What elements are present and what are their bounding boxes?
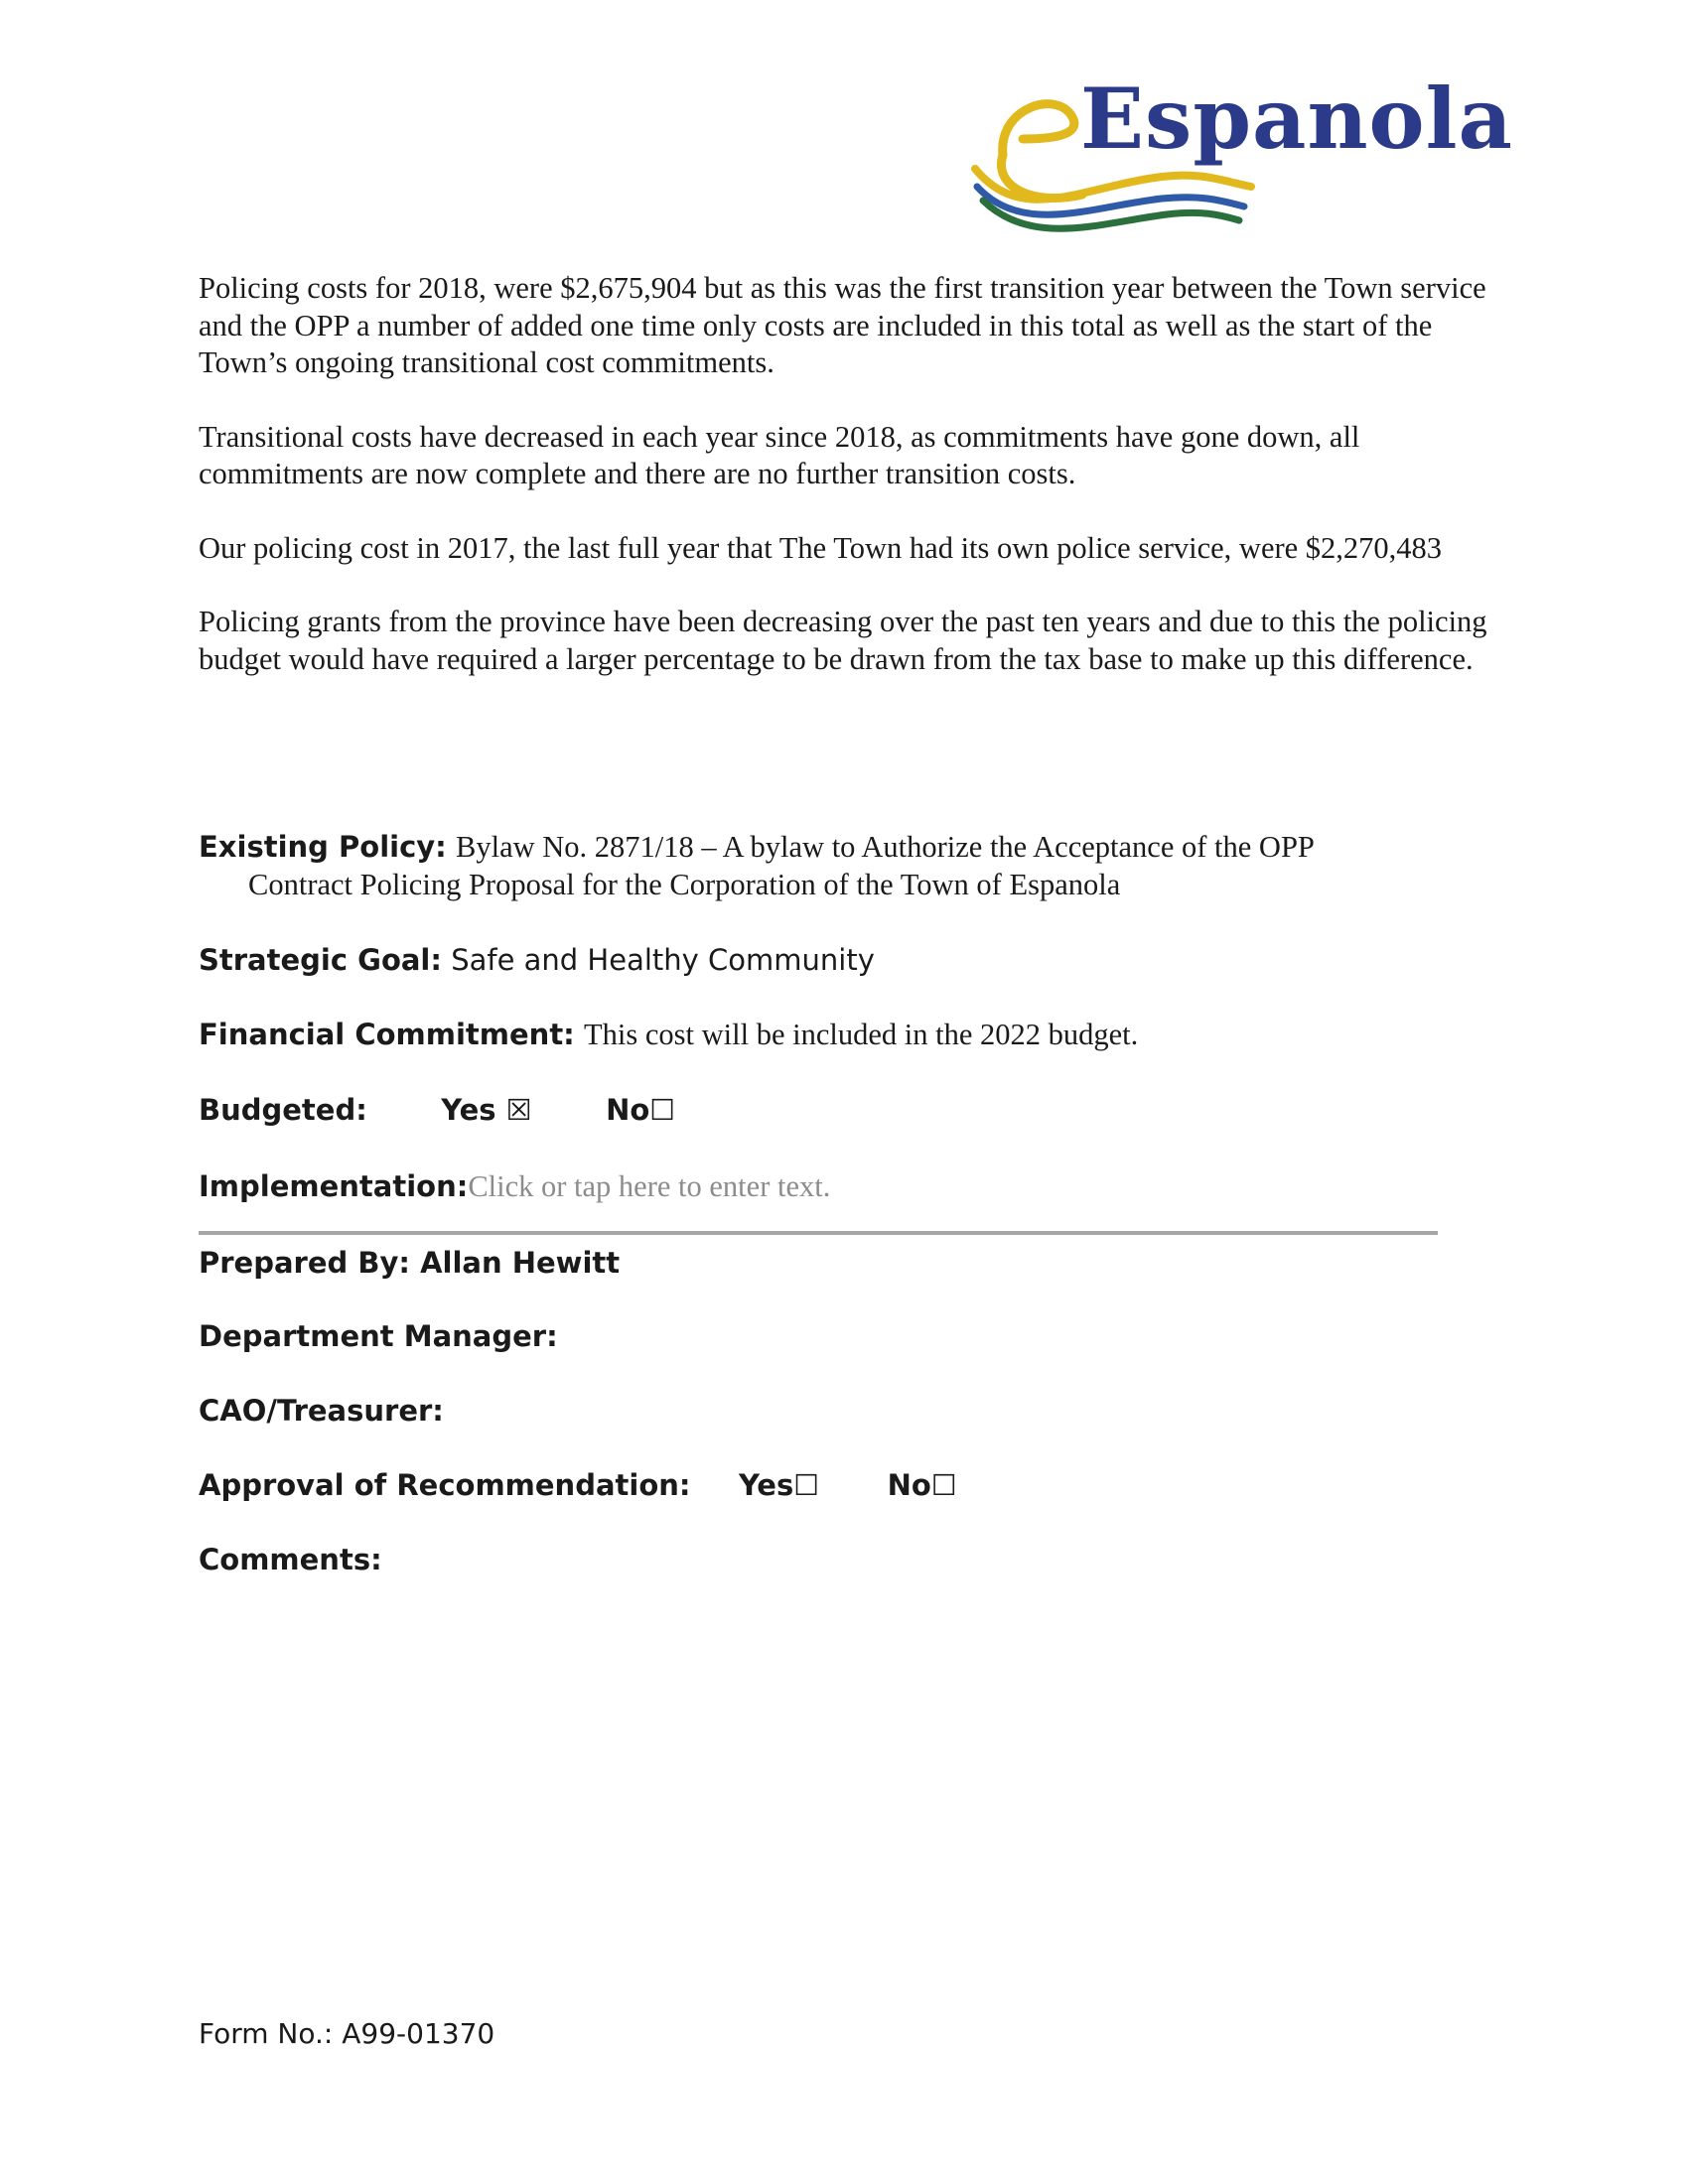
cao-treasurer-field bbox=[199, 1392, 444, 1430]
prepared-by-field bbox=[199, 1244, 620, 1282]
approval-label: Approval of Recommendation: bbox=[199, 1468, 691, 1502]
report-body bbox=[199, 270, 1489, 715]
existing-policy-line1: Bylaw No. 2871/18 – A bylaw to Authorize the Acceptance of the OPP bbox=[456, 830, 1315, 864]
comments-label: Comments: bbox=[199, 1543, 382, 1576]
form-number: Form No.: A99-01370 bbox=[199, 2017, 495, 2050]
budgeted-field bbox=[199, 1091, 675, 1129]
existing-policy-line2: Contract Policing Proposal for the Corporation of the Town of Espanola bbox=[248, 868, 1121, 901]
existing-policy-label: Existing Policy: bbox=[199, 830, 447, 864]
approval-yes-checkbox[interactable]: Yes☐ bbox=[738, 1468, 820, 1502]
financial-commitment-field bbox=[199, 1016, 1138, 1053]
department-manager-label: Department Manager: bbox=[199, 1319, 558, 1353]
existing-policy-field bbox=[199, 828, 1315, 903]
implementation-label: Implementation: bbox=[199, 1169, 469, 1203]
strategic-goal-field bbox=[199, 941, 875, 979]
paragraph-transitional-costs: Transitional costs have decreased in each year since 2018, as commitments have gone down, all commitments are now complete and there are no further transition costs. bbox=[199, 419, 1360, 490]
espanola-logo bbox=[963, 69, 1513, 246]
department-manager-field bbox=[199, 1317, 558, 1355]
financial-commitment-value: This cost will be included in the 2022 budget. bbox=[584, 1018, 1139, 1051]
logo-wordmark: Espanola bbox=[1080, 69, 1513, 168]
budgeted-yes-checkbox[interactable]: Yes ☒ bbox=[441, 1093, 532, 1127]
cao-treasurer-label: CAO/Treasurer: bbox=[199, 1394, 444, 1428]
paragraph-policing-cost-2017: Our policing cost in 2017, the last full year that The Town had its own police service, were $2,270,483 bbox=[199, 530, 1443, 565]
strategic-goal-value: Safe and Healthy Community bbox=[451, 943, 875, 977]
paragraph-policing-grants: Policing grants from the province have been decreasing over the past ten years and due to this the policing budget would have required a larger percentage to be drawn from the tax base to make up this difference. bbox=[199, 605, 1487, 676]
budgeted-label: Budgeted: bbox=[199, 1093, 367, 1127]
approval-no-checkbox[interactable]: No☐ bbox=[887, 1468, 957, 1502]
paragraph-policing-costs-2018: Policing costs for 2018, were $2,675,904 but as this was the first transition year between the Town service and the OPP a number of added one time only costs are included in this total as well as the start of the Town’s ongoing transitional cost commitments. bbox=[199, 271, 1486, 379]
strategic-goal-label: Strategic Goal: bbox=[199, 943, 442, 977]
prepared-by-label: Prepared By: Allan Hewitt bbox=[199, 1246, 621, 1280]
comments-field bbox=[199, 1541, 382, 1578]
implementation-input[interactable]: Click or tap here to enter text. bbox=[468, 1169, 831, 1203]
financial-commitment-label: Financial Commitment: bbox=[199, 1018, 575, 1051]
budgeted-no-checkbox[interactable]: No☐ bbox=[606, 1093, 676, 1127]
implementation-field bbox=[199, 1167, 830, 1205]
horizontal-divider bbox=[199, 1231, 1438, 1235]
approval-field bbox=[199, 1466, 957, 1504]
